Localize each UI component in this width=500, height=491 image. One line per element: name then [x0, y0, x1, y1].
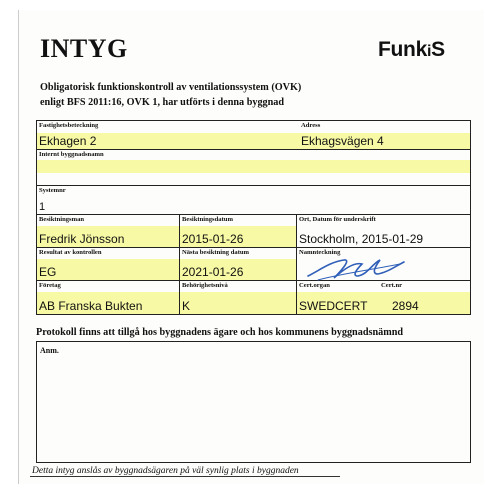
footer-rule [30, 476, 340, 477]
ort-value: Stockholm, 2015-01-29 [299, 232, 424, 246]
adress-value: Ekhagsvägen 4 [301, 134, 384, 148]
resultat-cell [37, 248, 180, 281]
besiktningsman-label: Besiktningsman [39, 216, 85, 223]
behorighet-cell [180, 281, 297, 314]
foretag-value: AB Franska Bukten [39, 299, 143, 313]
nasta-cell [180, 248, 297, 281]
namnteckning-label: Namnteckning [299, 249, 341, 256]
internt-cell [37, 149, 470, 173]
intro-line-1: Obligatorisk funktionskontroll av ventilationssystem (OVK) [40, 82, 302, 93]
handwritten-signature [300, 250, 410, 285]
cert-cell [297, 281, 470, 314]
protokoll-heading: Protokoll finns att tillgå hos byggnadens ägare och hos kommunens byggnadsnämnd [36, 327, 404, 338]
resultat-value: EG [39, 265, 57, 279]
resultat-label: Resultat av kontrollen [39, 249, 102, 256]
nasta-label: Nästa besiktning datum [182, 249, 250, 256]
footer-note: Detta intyg anslås av byggnadsägaren på väl synlig plats i byggnaden [32, 466, 299, 476]
internt-label: Internt byggnadsnamn [39, 151, 104, 158]
behorighet-label: Behörighetsnivå [182, 282, 228, 289]
funkis-logo: FunkiS [378, 38, 445, 61]
ort-cell [297, 215, 470, 248]
besiktningsman-cell [37, 215, 180, 248]
datum-label: Besiktningsdatum [182, 216, 233, 223]
anm-label: Anm. [40, 346, 59, 355]
certificate-form [36, 120, 471, 315]
adress-cell [299, 121, 470, 149]
behorighet-value: K [182, 299, 191, 313]
system-value: 1 [39, 201, 46, 213]
certorgan-value: SWEDCERT [299, 299, 368, 313]
system-cell [37, 185, 470, 215]
foretag-label: Företag [39, 282, 61, 289]
certnr-value: 2894 [392, 299, 419, 313]
intro-text [40, 80, 301, 110]
document-title: INTYG [40, 34, 128, 63]
datum-cell [180, 215, 297, 248]
fastighet-label: Fastighetsbeteckning [39, 122, 99, 129]
foretag-cell [37, 281, 180, 314]
fastighet-cell [37, 121, 299, 149]
intro-line-2: enligt BFS 2011:16, OVK 1, har utförts i denna byggnad [40, 97, 285, 108]
fastighet-value: Ekhagen 2 [39, 134, 97, 148]
ort-label: Ort, Datum för underskrift [299, 216, 376, 223]
besiktningsman-value: Fredrik Jönsson [39, 232, 125, 246]
adress-label: Adress [301, 122, 321, 129]
anm-box [36, 341, 471, 463]
certorgan-label: Cert.organ [299, 282, 330, 289]
certnr-label: Cert.nr [381, 282, 403, 289]
nasta-value: 2021-01-26 [182, 265, 244, 279]
system-label: Systemnr [39, 187, 66, 194]
datum-value: 2015-01-26 [182, 232, 244, 246]
